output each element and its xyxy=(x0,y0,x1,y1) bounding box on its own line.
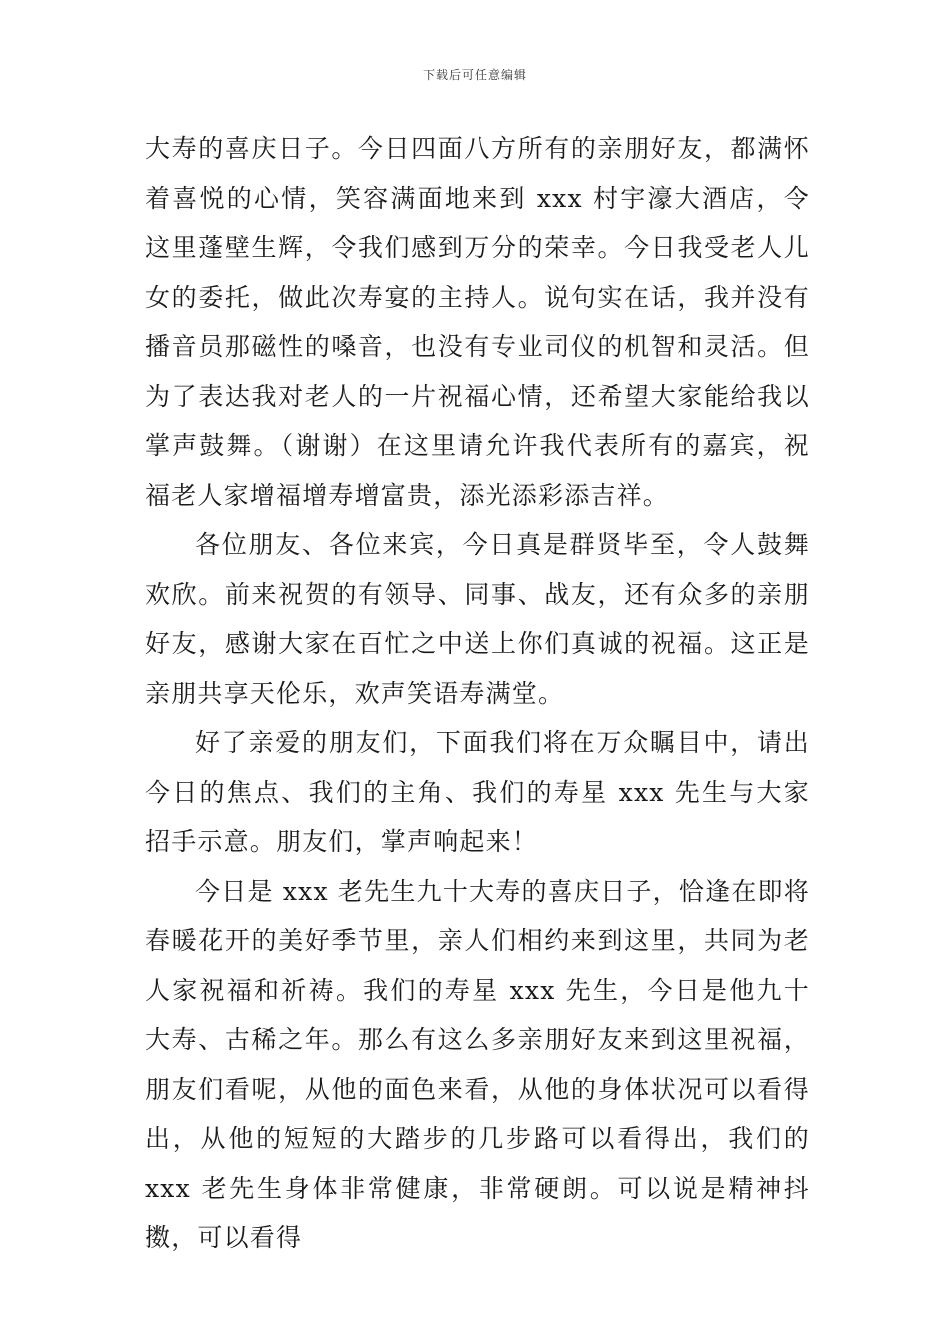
paragraph: 各位朋友、各位来宾，今日真是群贤毕至，令人鼓舞欢欣。前来祝贺的有领导、同事、战友，还有众多的亲朋好友，感谢大家在百忙之中送上你们真诚的祝福。这正是亲朋共享天伦乐，欢声笑语寿满堂。 xyxy=(145,530,810,708)
header-note: 下载后可任意编辑 xyxy=(422,68,527,82)
paragraph: 好了亲爱的朋友们，下面我们将在万众瞩目中，请出今日的焦点、我们的主角、我们的寿星 xxx 先生与大家招手示意。朋友们，掌声响起来！ xyxy=(145,728,810,856)
document-body xyxy=(145,124,810,1263)
paragraph-continued: 大寿的喜庆日子。今日四面八方所有的亲朋好友，都满怀着喜悦的心情，笑容满面地来到 xxx 村宇濠大酒店，令这里蓬壁生辉，令我们感到万分的荣幸。今日我受老人儿女的委托，做此次寿宴的主持人。说句实在话，我并没有播音员那磁性的嗓音，也没有专业司仪的机智和灵活。但为了表达我对老人的一片祝福心情，还希望大家能给我以掌声鼓舞。（谢谢）在这里请允许我代表所有的嘉宾，祝福老人家增福增寿增富贵，添光添彩添吉祥。 xyxy=(145,134,810,510)
paragraph: 今日是 xxx 老先生九十大寿的喜庆日子，恰逢在即将春暖花开的美好季节里，亲人们相约来到这里，共同为老人家祝福和祈祷。我们的寿星 xxx 先生，今日是他九十大寿、古稀之年。那么有这么多亲朋好友来到这里祝福，朋友们看呢，从他的面色来看，从他的身体状况可以看得出，从他的短短的大踏步的几步路可以看得出，我们的 xxx 老先生身体非常健康，非常硬朗。可以说是精神抖擞，可以看得 xyxy=(145,876,810,1252)
